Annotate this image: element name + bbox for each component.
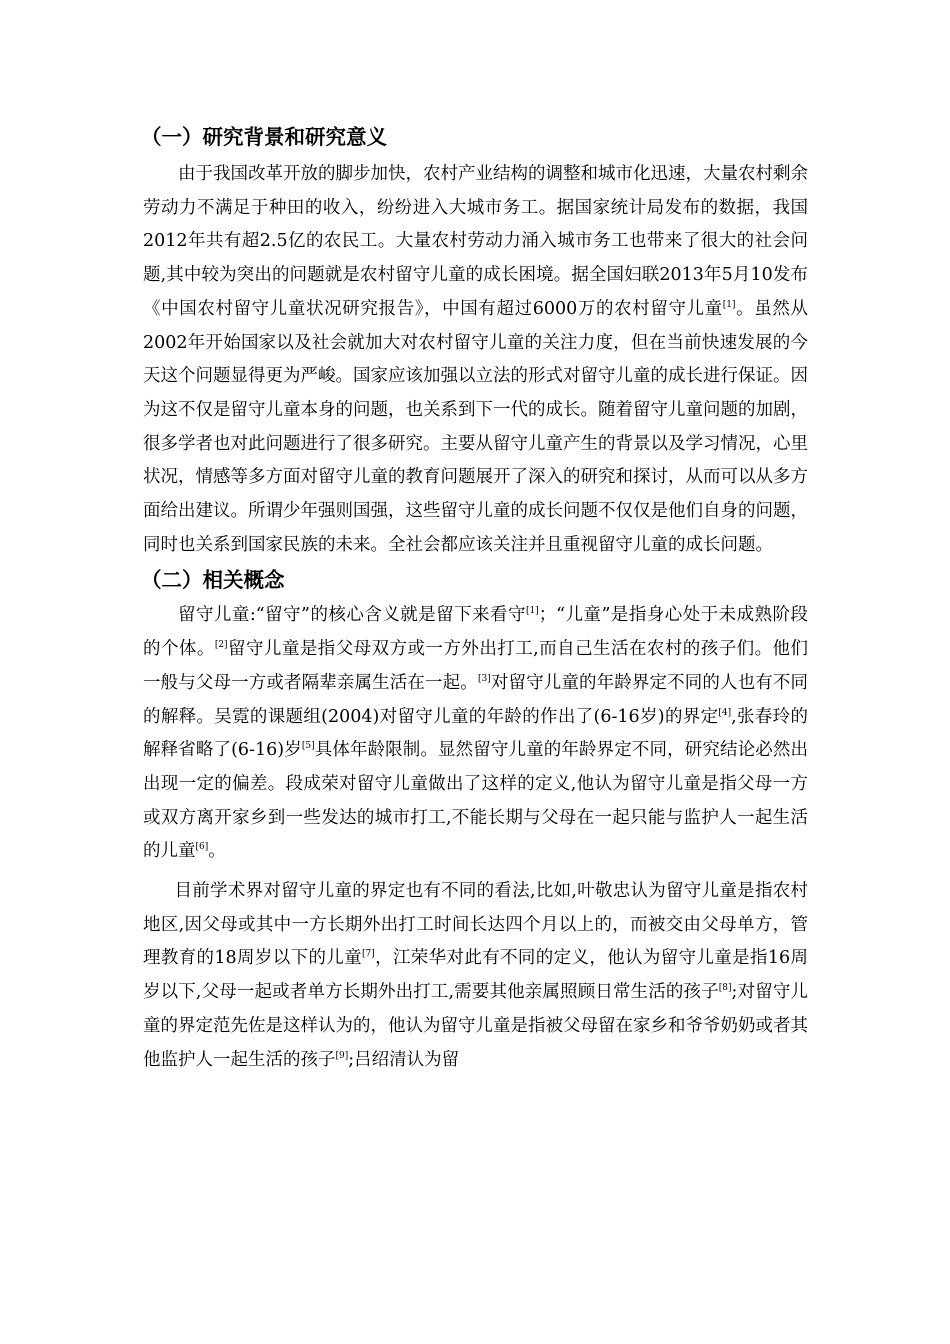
paragraph-text: 对留守儿童的年龄界定不同的人也有不同的解释。吴霓的课题组(2004)对留守儿童的年龄的作出了(6-16岁)的界定 [143,672,809,727]
paragraph-text: 留守儿童是指父母双方或一方外出打工,而自己生活在农村的孩子们。他们一般与父母一方或者隔辈亲属生活在一起。 [143,639,809,693]
paragraph-text: ；“儿童”是指身心处于未成熟阶段的个体。 [143,605,808,660]
paragraph-text: 由于我国改革开放的脚步加快，农村产业结构的调整和城市化迅速，大量农村剩余劳动力不满足于种田的收入，纷纷进入大城市务工。据国家统计局发布的数据，我国2012年共有超2.5亿的农民工。大量农村劳动力涌入城市务工也带来了很大的社会问题,其中较为突出的问题就是农村留守儿童的成长困境。据全国妇联2013年5月10发布《中国农村留守儿童状况研究报告》，中国有超过6000万的农村留守儿童 [143,164,808,319]
citation-mark: [5] [301,741,315,752]
paragraph-text: 。虽然从2002年开始国家以及社会就加大对农村留守儿童的关注力度，但在当前快速发展的今天这个问题显得更为严峻。国家应该加强以立法的形式对留守儿童的成长进行保证。因为这不仅是留守儿童本身的问题，也关系到下一代的成长。随着留守儿童问题的加剧，很多学者也对此问题进行了很多研究。主要从留守儿童产生的背景以及学习情况，心里状况，情感等多方面对留守儿童的教育问题展开了深入的研究和探讨，从而可以从多方面给出建议。所谓少年强则国强，这些留守儿童的成长问题不仅仅是他们自身的问题，同时也关系到国家民族的未来。全社会都应该关注并且重视留守儿童的成长问题。 [143,298,808,555]
citation-mark: [1] [525,606,539,617]
paragraph-text: 具体年龄限制。显然留守儿童的年龄界定不同，研究结论必然出出现一定的偏差。段成荣对留守儿童做出了这样的定义,他认为留守儿童是指父母一方或双方离开家乡到一些发达的城市打工,不能长期与父母在一起只能与监护人一起生活的儿童 [143,740,808,862]
paragraph-text: ,张春玲的解释省略了(6-16)岁 [143,706,808,761]
paragraph-text: ;对留守儿童的界定范先佐是这样认为的，他认为留守儿童是指被父母留在家乡和爷爷奶奶或者其他监护人一起生活的孩子 [143,982,808,1070]
concept-paragraph-2 [143,875,808,1077]
citation-mark: [9] [335,1050,349,1061]
citation-mark: [3] [477,673,491,684]
paragraph-text: 。 [208,841,226,862]
paragraph-text: 目前学术界对留守儿童的界定也有不同的看法,比如,叶敬忠认为留守儿童是指农村地区,因父母或其中一方长期外出打工时间长达四个月以上的，而被交由父母单方，管理教育的18周岁以下的儿童 [143,881,808,969]
background-paragraph [143,158,808,562]
citation-mark: [6] [195,842,209,853]
concept-paragraph-1 [143,599,808,869]
paragraph-text: ，江荣华对此有不同的定义，他认为留守儿童是指16周岁以下,父母一起或者单方长期外出打工,需要其他亲属照顾日常生活的孩子 [143,948,808,1003]
page-content [143,118,808,1077]
paragraph-text: ;吕绍清认为留 [348,1049,460,1070]
citation-mark: [2] [214,640,228,651]
section-heading-concepts: （二）相关概念 [141,568,285,593]
citation-mark: [8] [718,983,732,994]
section-heading-background: （一）研究背景和研究意义 [141,125,387,149]
citation-mark: [4] [718,707,732,718]
citation-mark: [7] [362,949,375,960]
citation-mark: [1] [722,299,736,310]
paragraph-text: 留守儿童:“留守”的核心含义就是留下来看守 [178,605,526,626]
